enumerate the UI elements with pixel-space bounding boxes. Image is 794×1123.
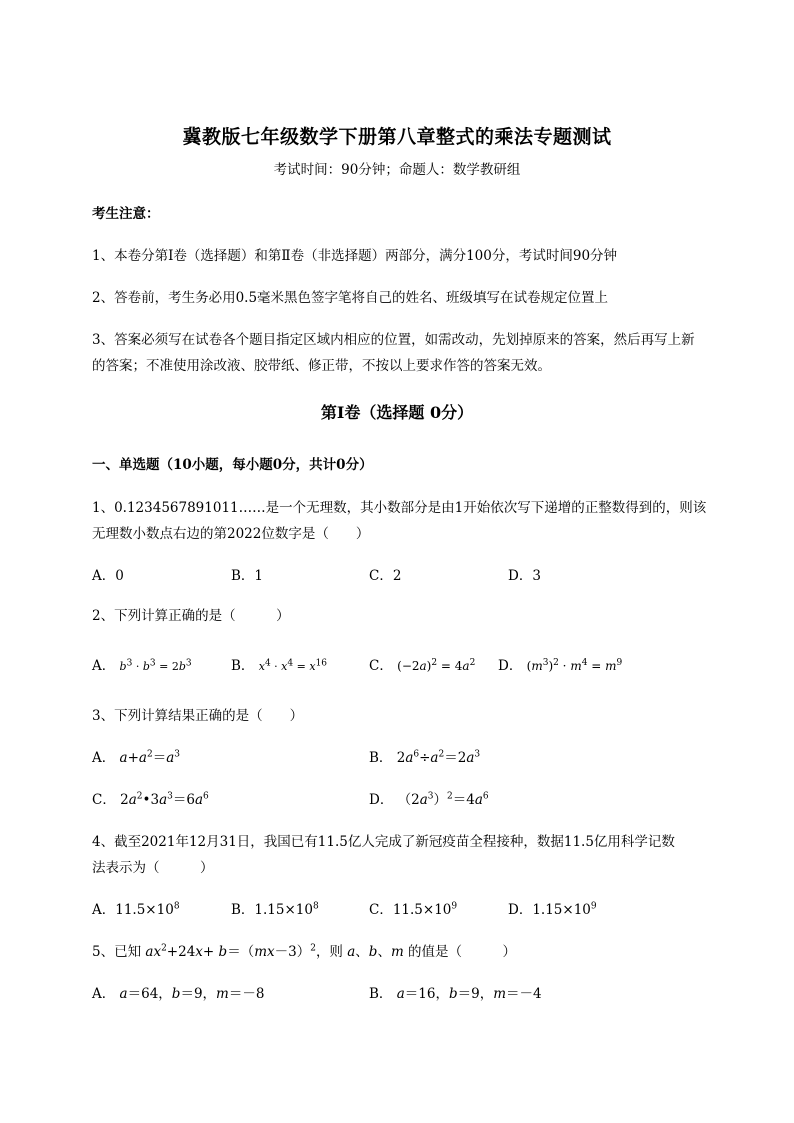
note-item-2: 2、答卷前，考生务必用0.5毫米黑色签字笔将自己的姓名、班级填写在试卷规定位置上: [92, 290, 609, 306]
q1-option-a[interactable]: A．0: [92, 568, 124, 584]
q2-option-b-formula: $x^4 \cdot x^4 = x^{16}$: [258, 658, 328, 673]
q3-option-d-formula: $(2a^3)^2=4a^6$: [397, 791, 489, 808]
q3-option-c-formula: $2a^2•3a^3=6a^6$: [120, 791, 209, 808]
q2-option-b-label: B．: [231, 658, 255, 674]
q3-option-c[interactable]: [92, 788, 209, 808]
q3-option-c-label: C．: [92, 792, 116, 808]
q4-option-a-exponent: 8: [173, 901, 180, 912]
q2-option-d-formula: $(m^3)^2 \cdot m^4 = m^9$: [526, 658, 623, 673]
q2-option-c-formula: $(-2a)^2 = 4a^2$: [397, 658, 476, 673]
note-item-3: 3、答案必须写在试卷各个题目指定区域内相应的位置，如需改动，先划掉原来的答案，然后再写上新: [92, 332, 695, 348]
q1-option-d[interactable]: D．3: [508, 568, 541, 584]
q2-option-d[interactable]: [498, 654, 622, 674]
q4-option-b-exponent: 8: [312, 901, 319, 912]
q3-option-d[interactable]: [369, 788, 489, 808]
q3-option-b-label: B．: [369, 750, 393, 766]
note-item-1: 1、本卷分第Ⅰ卷（选择题）和第Ⅱ卷（非选择题）两部分，满分100分，考试时间90分钟: [92, 248, 618, 264]
q4-option-c-exponent: 9: [451, 901, 458, 912]
q5-option-a[interactable]: [92, 982, 264, 1002]
q3-option-a[interactable]: [92, 746, 180, 766]
section-title: 第Ⅰ卷（选择题 0分）: [320, 403, 474, 422]
q2-option-a-label: A．: [92, 658, 116, 674]
question-4-line-1: 4、截至2021年12月31日，我国已有11.5亿人完成了新冠疫苗全程接种，数据11.5亿用科学记数: [92, 834, 675, 850]
q5-option-b[interactable]: [369, 982, 542, 1002]
question-2-stem: 2、下列计算正确的是（ ）: [92, 608, 290, 624]
q3-option-a-label: A．: [92, 750, 116, 766]
q5-option-b-formula: a＝16，b＝9，m＝－4: [396, 986, 542, 1002]
q1-option-c[interactable]: C．2: [369, 568, 402, 584]
part-heading: 一、单选题（10小题，每小题0分，共计0分）: [92, 457, 373, 473]
page-title: 冀教版七年级数学下册第八章整式的乘法专题测试: [182, 126, 612, 148]
q3-option-a-formula: $a+a^2=a^3$: [119, 749, 181, 766]
q4-option-d-exponent: 9: [590, 901, 597, 912]
question-4-line-2: 法表示为（ ）: [92, 860, 214, 876]
q3-option-d-label: D．: [369, 792, 394, 808]
question-1-line-1: 1、0.1234567891011……是一个无理数，其小数部分是由1开始依次写下递增的正整数得到的，则该: [92, 500, 707, 516]
q3-option-b-formula: $2a^6\div a^2=2a^3$: [396, 749, 481, 766]
question-5-stem: 5、已知 $ax^2+24x+ b=(mx-3)^2$，则 a、b、m 的值是（ ）: [92, 943, 517, 960]
notes-heading: 考生注意：: [92, 206, 160, 222]
q4-option-a-text: A．11.5×10: [92, 902, 174, 918]
q4-option-c-text: C．11.5×10: [369, 902, 452, 918]
q2-option-d-label: D．: [498, 658, 523, 674]
question-1-line-2: 无理数小数点右边的第2022位数字是（ ）: [92, 526, 370, 542]
q3-option-b[interactable]: [369, 746, 480, 766]
q2-option-c-label: C．: [369, 658, 393, 674]
q2-option-c[interactable]: [369, 654, 475, 674]
q5-option-a-formula: a＝64，b＝9，m＝－8: [119, 986, 265, 1002]
note-item-3-cont: 的答案；不准使用涂改液、胶带纸、修正带，不按以上要求作答的答案无效。: [92, 358, 551, 374]
q4-option-b[interactable]: [231, 898, 319, 918]
q4-option-a[interactable]: [92, 898, 180, 918]
question-3-stem: 3、下列计算结果正确的是（ ）: [92, 708, 304, 724]
exam-info: 考试时间：90分钟；命题人：数学教研组: [273, 162, 521, 178]
q2-option-b[interactable]: [231, 654, 327, 674]
q4-option-b-text: B．1.15×10: [231, 902, 313, 918]
q5-option-b-label: B．: [369, 986, 393, 1002]
q2-option-a-formula: $b^3 \cdot b^3 = 2b^3$: [119, 658, 192, 673]
q1-option-b[interactable]: B．1: [231, 568, 264, 584]
q4-option-c[interactable]: [369, 898, 457, 918]
q4-option-d-text: D．1.15×10: [508, 902, 591, 918]
q5-option-a-label: A．: [92, 986, 116, 1002]
q4-option-d[interactable]: [508, 898, 597, 918]
q2-option-a[interactable]: [92, 654, 192, 674]
